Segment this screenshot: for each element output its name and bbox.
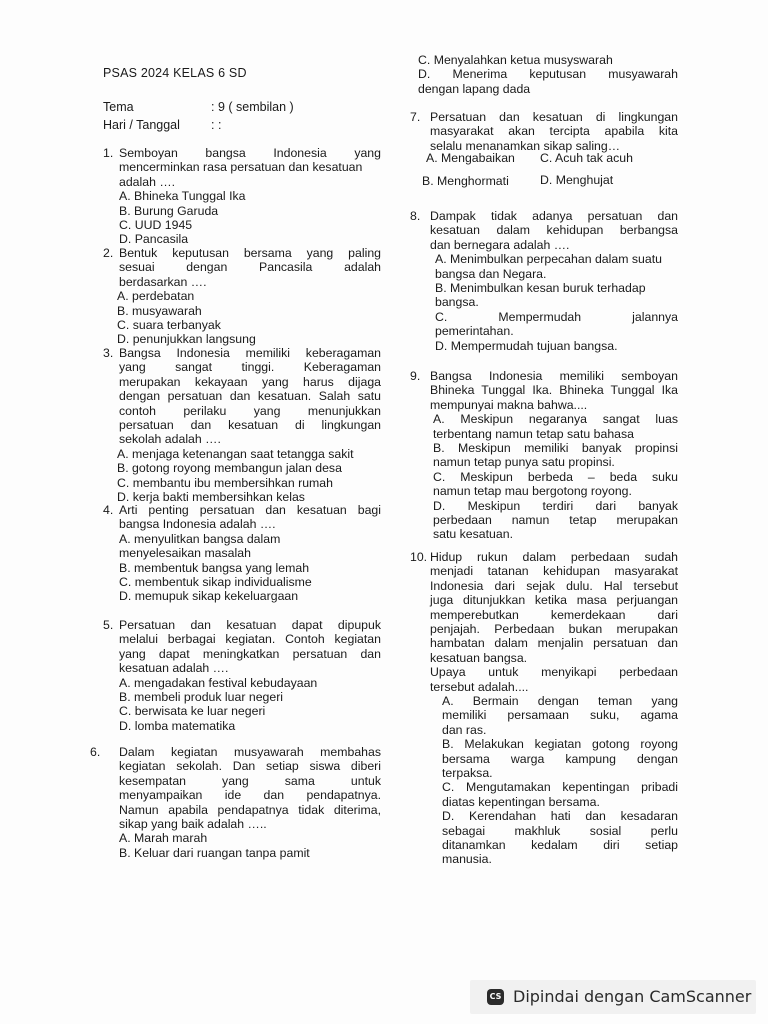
answer-option: bangsa dan Negara.	[435, 266, 547, 281]
answer-option: A. menjaga ketenangan saat tetangga sakit	[117, 446, 354, 461]
question-stem-line: persatuan dan kesatuan di lingkungan	[119, 418, 381, 432]
question-stem-line: mencerminkan rasa persatuan dan kesatuan	[119, 160, 363, 175]
answer-option: A. Marah marah	[119, 831, 208, 846]
answer-option: D. Meskipun terdiri dari banyak	[433, 498, 678, 513]
answer-option: terpaksa.	[442, 766, 493, 780]
question-6-continued	[418, 53, 680, 97]
answer-option: ditanamkan kedalam diri setiap	[442, 838, 678, 852]
answer-option: D. Kerendahan hati dan kesadaran	[442, 809, 678, 824]
question-stem-line: merupakan kekayaan yang harus dijaga	[119, 374, 381, 389]
question-stem-line: kesatuan bangsa.	[430, 650, 528, 665]
question-stem-line: melalui berbagai kegiatan. Contoh kegiatan	[119, 632, 381, 647]
answer-option: B. Menimbulkan kesan buruk terhadap	[435, 281, 646, 295]
answer-option: dan ras.	[442, 722, 487, 737]
question-stem-line: menyampaikan ide dan pendapatnya.	[119, 788, 381, 803]
question-stem-line: dan bernegara adalah ….	[430, 237, 570, 252]
question-stem-line: berdasarkan ….	[119, 274, 207, 289]
answer-option: C. membantu ibu membersihkan rumah	[117, 475, 333, 490]
answer-option: D. memupuk sikap kekeluargaan	[119, 589, 299, 604]
answer-option: A. perdebatan	[117, 289, 195, 304]
question-stem-line: bangsa Indonesia adalah ….	[119, 517, 276, 532]
question-stem-line: Dalam kegiatan musyawarah membahas	[119, 745, 381, 759]
answer-option: D. penunjukkan langsung	[117, 332, 256, 347]
question-stem-line: mempunyai makna bahwa....	[430, 397, 588, 412]
answer-option: C. Acuh tak acuh	[540, 151, 633, 165]
answer-option: memiliki persamaan suku, agama	[442, 708, 678, 723]
answer-option: dengan lapang dada	[418, 81, 531, 96]
question-stem-line: yang sangat tinggi. Keberagaman	[119, 360, 381, 375]
answer-option: D. kerja bakti membersihkan kelas	[117, 490, 305, 504]
question-stem-line: menjadi tatanan kehidupan masyarakat	[430, 564, 678, 579]
question-number: 9.	[410, 369, 421, 383]
answer-option: C. Meskipun berbeda – beda suku	[433, 469, 678, 484]
answer-option: C. Mengutamakan kepentingan pribadi	[442, 780, 678, 795]
answer-option: satu kesatuan.	[433, 527, 513, 542]
answer-option: A. Bhineka Tunggal Ika	[119, 189, 246, 204]
question-stem-line: Bentuk keputusan bersama yang paling	[119, 246, 381, 260]
answer-option: C. Mempermudah jalannya	[435, 309, 678, 324]
question-5	[103, 618, 381, 733]
question-stem-line: Bangsa Indonesia memiliki semboyan	[430, 369, 678, 383]
answer-option: A. Bermain dengan teman yang	[442, 694, 678, 708]
answer-option: B. membeli produk luar negeri	[119, 690, 284, 704]
question-stem-line: masyarakat akan tercipta apabila kita	[430, 124, 678, 139]
question-stem-line: Persatuan dan kesatuan dapat dipupuk	[119, 618, 381, 632]
question-stem-line: selalu menanamkan sikap saling…	[430, 138, 621, 153]
answer-option: A. menyulitkan bangsa dalam	[119, 531, 281, 546]
question-stem-line: contoh perilaku yang menunjukkan	[119, 403, 381, 418]
answer-option: C. Menyalahkan ketua musyswarah	[418, 53, 613, 67]
answer-option: B. musyawarah	[117, 303, 202, 318]
answer-option: manusia.	[442, 852, 492, 867]
question-number: 2.	[103, 246, 114, 260]
question-number: 5.	[103, 618, 114, 632]
question-stem-line: kesatuan adalah ….	[119, 661, 229, 676]
question-number: 8.	[410, 209, 421, 223]
answer-option: D. lomba matematika	[119, 718, 236, 733]
answer-option: B. Keluar dari ruangan tanpa pamit	[119, 845, 310, 860]
answer-option: C. berwisata ke luar negeri	[119, 704, 266, 719]
hari-value: : :	[211, 118, 222, 132]
answer-option: B. Burung Garuda	[119, 203, 219, 218]
question-stem-line: kegiatan sekolah. Dan setiap siswa diberi	[119, 759, 381, 774]
answer-option: B. membentuk bangsa yang lemah	[119, 560, 310, 575]
question-stem-line: Dampak tidak adanya persatuan dan	[430, 209, 678, 223]
question-stem-line: Bangsa Indonesia memiliki keberagaman	[119, 346, 381, 360]
question-stem-line: juga ditunjukkan ketika masa perjuangan	[430, 593, 678, 608]
question-stem-line: Hidup rukun dalam perbedaan sudah	[430, 550, 678, 564]
question-2	[103, 246, 381, 350]
question-stem-line: hambatan dalam menjalin persatuan dan	[430, 636, 678, 651]
question-stem-line: Indonesia dari sejak dulu. Hal tersebut	[430, 578, 678, 593]
page-title: PSAS 2024 KELAS 6 SD	[103, 66, 247, 80]
answer-option: menyelesaikan masalah	[119, 546, 251, 561]
camscanner-icon: CS	[487, 989, 504, 1005]
question-stem-line: Namun apabila pendapatnya tidak diterima,	[119, 802, 381, 817]
question-number: 10.	[410, 550, 428, 564]
answer-option: D. Pancasila	[119, 232, 189, 247]
answer-option: D. Menghujat	[540, 173, 614, 187]
question-10	[410, 550, 680, 870]
answer-option: bersama warga kampung dengan	[442, 751, 678, 766]
question-stem-line: sekolah adalah ….	[119, 432, 221, 447]
answer-option: C. membentuk sikap individualisme	[119, 575, 312, 589]
question-3	[103, 346, 381, 506]
answer-option: B. Melakukan kegiatan gotong royong	[442, 737, 678, 752]
answer-option: namun tetap punya satu propinsi.	[433, 455, 615, 470]
hari-label: Hari / Tanggal	[103, 118, 180, 132]
answer-option: sebagai makhluk sosial perlu	[442, 823, 678, 838]
tema-value: : 9 ( sembilan )	[211, 100, 294, 114]
question-stem-line: yang dapat meningkatkan persatuan dan	[119, 646, 381, 661]
watermark-text: Dipindai dengan CamScanner	[513, 987, 752, 1006]
answer-option: A. mengadakan festival kebudayaan	[119, 675, 318, 690]
answer-option: bangsa.	[435, 295, 479, 310]
tema-label: Tema	[103, 100, 134, 114]
answer-option: D. Menerima keputusan musyawarah	[418, 67, 678, 82]
question-1	[103, 146, 381, 250]
question-6	[90, 745, 381, 865]
question-stem-line: penjajah. Perbedaan bukan merupakan	[430, 622, 678, 636]
question-7	[410, 110, 680, 190]
answer-option: C. UUD 1945	[119, 218, 193, 232]
question-number: 6.	[90, 745, 101, 759]
answer-option: perbedaan namun tetap merupakan	[433, 513, 678, 527]
answer-option: terbentang namun tetap satu bahasa	[433, 426, 635, 441]
question-8	[410, 209, 680, 359]
question-number: 1.	[103, 146, 114, 160]
answer-option: B. gotong royong membangun jalan desa	[117, 461, 342, 476]
question-stem-line: Upaya untuk menyikapi perbedaan	[430, 665, 678, 680]
question-stem-line: adalah ….	[119, 174, 176, 189]
question-number: 4.	[103, 503, 114, 517]
question-4	[103, 503, 381, 608]
question-stem-line: Arti penting persatuan dan kesatuan bagi	[119, 503, 381, 517]
question-stem-line: sikap yang baik adalah …..	[119, 817, 267, 831]
question-stem-line: Bhineka Tunggal Ika. Bhineka Tunggal Ika	[430, 383, 678, 398]
answer-option: A. Menimbulkan perpecahan dalam suatu	[435, 252, 662, 267]
answer-option: D. Mempermudah tujuan bangsa.	[435, 338, 618, 353]
answer-option: pemerintahan.	[435, 324, 514, 339]
question-stem-line: Persatuan dan kesatuan di lingkungan	[430, 110, 678, 124]
question-stem-line: dengan persatuan dan kesatuan. Salah satu	[119, 389, 381, 404]
question-stem-line: sesuai dengan Pancasila adalah	[119, 260, 381, 275]
question-9	[410, 369, 680, 544]
question-stem-line: tersebut adalah....	[430, 679, 529, 694]
question-number: 3.	[103, 346, 114, 360]
question-number: 7.	[410, 110, 421, 124]
answer-option: B. Meskipun memiliki banyak propinsi	[433, 441, 678, 455]
answer-option: diatas kepentingan bersama.	[442, 794, 600, 809]
question-stem-line: kesatuan dalam kehidupan berbangsa	[430, 223, 678, 238]
answer-option: A. Meskipun negaranya sangat luas	[433, 412, 678, 427]
answer-option: C. suara terbanyak	[117, 318, 221, 332]
answer-option: B. Menghormati	[422, 174, 509, 188]
answer-option: A. Mengabaikan	[426, 151, 515, 165]
question-stem-line: memperebutkan kemerdekaan dari	[430, 607, 678, 622]
question-stem-line: kesempatan yang sama untuk	[119, 773, 381, 788]
question-stem-line: Semboyan bangsa Indonesia yang	[119, 146, 381, 160]
camscanner-watermark	[470, 980, 756, 1014]
answer-option: namun tetap mau bergotong royong.	[433, 484, 632, 499]
